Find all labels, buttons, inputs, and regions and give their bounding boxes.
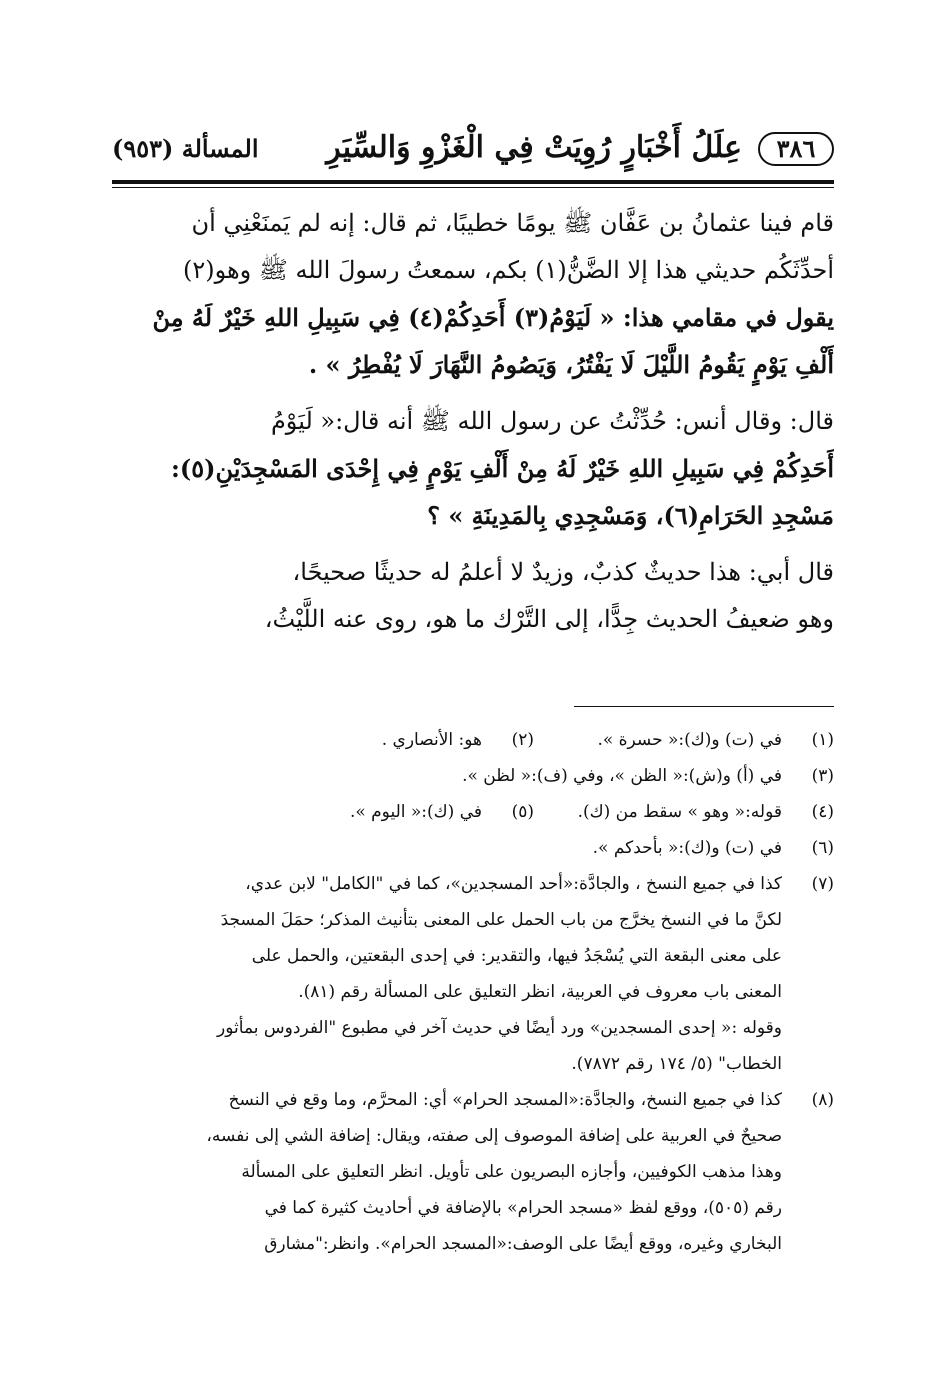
footnote-6 bbox=[112, 830, 834, 866]
footnote-text-line: كذا في جميع النسخ ، والجادَّة:«أحد المسجدين»، كما في "الكامل" لابن عدي، bbox=[245, 874, 782, 894]
text-line: مَسْجِدِ الحَرَامِ(٦)، وَمَسْجِدِي بِالمَدِينَةِ » ؟ bbox=[427, 501, 834, 530]
footnote-row bbox=[112, 794, 834, 830]
footnote-number: (٥) bbox=[511, 802, 534, 822]
footnote-number: (١) bbox=[811, 730, 834, 750]
footnote-separator bbox=[574, 706, 834, 707]
text-line: أَلْفِ يَوْمٍ يَقُومُ اللَّيْلَ لَا يَفْتُرُ، وَيَصُومُ النَّهَارَ لَا يُفْطِرُ » . bbox=[308, 350, 834, 379]
text-line: أحدِّثَكُم حديثي هذا إلا الضَّنُّ(١) بكم، سمعتُ رسولَ الله ﷺ وهو(٢) bbox=[183, 256, 834, 284]
footnote-text-line: الخطاب" (٥/ ١٧٤ رقم ٧٨٧٢). bbox=[571, 1054, 782, 1074]
footnote-text-line: البخاري وغيره، ووقع أيضًا على الوصف:«المسجد الحرام». وانظر:"مشارق bbox=[264, 1234, 782, 1254]
footnote-text-line: وهذا مذهب الكوفيين، وأجازه البصريون على تأويل. انظر التعليق على المسألة bbox=[241, 1162, 782, 1182]
footnote-text: في (ت) و(ك):« بأحدكم ». bbox=[592, 838, 782, 858]
footnote-5 bbox=[234, 794, 534, 830]
footnote-text-line: وقوله :« إحدى المسجدين» ورد أيضًا في حديث آخر في مطبوع "الفردوس بمأثور bbox=[217, 1018, 782, 1038]
footnote-text: في (أ) و(ش):« الظن »، وفي (ف):« لظن ». bbox=[462, 766, 782, 786]
footnote-text: قوله:« وهو » سقط من (ك). bbox=[577, 802, 782, 822]
page-header bbox=[112, 126, 834, 176]
footnote-8 bbox=[112, 1082, 834, 1262]
footnote-number: (٦) bbox=[811, 838, 834, 858]
book-title: عِلَلُ أَخْبَارٍ رُوِيَتْ فِي الْغَزْوِ وَالسِّيَرِ bbox=[326, 130, 742, 165]
footnote-text-line: رقم (٥٠٥)، ووقع لفظ «مسجد الحرام» بالإضافة في أحاديث كثيرة كما في bbox=[264, 1198, 782, 1218]
footnote-3 bbox=[112, 758, 834, 794]
footnote-number: (٨) bbox=[811, 1090, 834, 1110]
text-line: قام فينا عثمانُ بن عَفَّان ﷺ يومًا خطيبًا، ثم قال: إنه لم يَمنَعْنِي أن bbox=[191, 209, 834, 237]
footnote-text: في (ت) و(ك):« حسرة ». bbox=[597, 730, 782, 750]
footnote-4 bbox=[534, 794, 834, 830]
header-rule-thick bbox=[112, 180, 834, 184]
page-number-badge: ٣٨٦ bbox=[758, 132, 834, 166]
footnote-number: (٧) bbox=[811, 874, 834, 894]
text-line: وهو ضعيفُ الحديث جِدًّا، إلى التَّرْك ما هو، روى عنه اللَّيْثُ، bbox=[264, 605, 834, 633]
header-rule-thin bbox=[112, 187, 834, 188]
text-line: أَحَدِكُمْ فِي سَبِيلِ اللهِ خَيْرٌ لَهُ مِنْ أَلْفِ يَوْمٍ فِي إِحْدَى المَسْجِدَيْنِ(٥): bbox=[171, 454, 834, 483]
footnote-text: في (ك):« اليوم ». bbox=[349, 802, 482, 822]
footnote-text-line: لكنَّ ما في النسخ يخرَّج من باب الحمل على المعنى بتأنيث المذكر؛ حمَلَ المسجدَ bbox=[220, 910, 782, 930]
main-text bbox=[112, 200, 834, 643]
footnote-1 bbox=[534, 722, 834, 758]
footnote-text-line: صحيحٌ في العربية على إضافة الموصوف إلى صفته، ويقال: إضافة الشي إلى نفسه، bbox=[206, 1126, 782, 1146]
issue-label: المسألة (٩٥٣) bbox=[112, 134, 259, 163]
footnote-text-line: كذا في جميع النسخ، والجادَّة:«المسجد الحرام» أي: المحرَّم، وما وقع في النسخ bbox=[228, 1090, 782, 1110]
footnote-number: (٣) bbox=[811, 766, 834, 786]
text-line: قال أبي: هذا حديثٌ كذبٌ، وزيدٌ لا أعلمُ له حديثًا صحيحًا، bbox=[292, 558, 834, 586]
footnote-text-line: المعنى باب معروف في العربية، انظر التعليق على المسألة رقم (٨١). bbox=[298, 982, 782, 1002]
footnote-number: (٤) bbox=[811, 802, 834, 822]
text-line: قال: وقال أنس: حُدِّثْتُ عن رسول الله ﷺ أنه قال:« لَيَوْمُ bbox=[270, 407, 834, 435]
footnote-7 bbox=[112, 866, 834, 1082]
footnotes bbox=[112, 722, 834, 1262]
footnote-text-line: على معنى البقعة التي يُسْجَدُ فيها، والتقدير: في إحدى البقعتين، والحمل على bbox=[251, 946, 782, 966]
footnote-number: (٢) bbox=[511, 730, 534, 750]
footnote-2 bbox=[234, 722, 534, 758]
footnote-row bbox=[112, 722, 834, 758]
footnote-text: هو: الأنصاري . bbox=[381, 730, 482, 750]
text-line: يقول في مقامي هذا: « لَيَوْمُ(٣) أَحَدِكُمْ(٤) فِي سَبِيلِ اللهِ خَيْرٌ لَهُ مِنْ bbox=[152, 303, 834, 332]
